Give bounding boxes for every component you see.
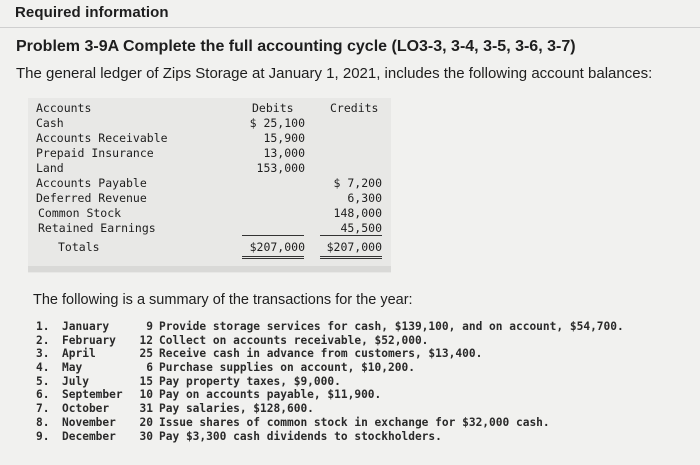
- transaction-day: 15: [139, 374, 153, 388]
- transaction-day: 20: [139, 415, 153, 429]
- total-credit: $207,000: [326, 240, 382, 254]
- transaction-description: Pay $3,300 cash dividends to stockholders.: [159, 429, 442, 443]
- transaction-day: 25: [139, 347, 153, 361]
- intro-text: The general ledger of Zips Storage at January 1, 2021, includes the following account balances:: [16, 65, 653, 82]
- account-name: Accounts Receivable: [36, 131, 168, 145]
- required-information-heading: Required information: [15, 4, 169, 21]
- transaction-month: May: [62, 361, 83, 375]
- transaction-number: 2.: [36, 333, 50, 347]
- transaction-number: 1.: [36, 320, 50, 333]
- transaction-number: 5.: [36, 374, 50, 388]
- credit-total-double-rule: [320, 256, 382, 259]
- ledger-table: [28, 98, 391, 273]
- credit-value: $ 7,200: [333, 176, 382, 190]
- transaction-description: Issue shares of common stock in exchange for $32,000 cash.: [159, 415, 550, 429]
- transaction-month: February: [62, 333, 116, 347]
- transaction-description: Pay salaries, $128,600.: [159, 402, 314, 416]
- transaction-description: Pay property taxes, $9,000.: [159, 374, 341, 388]
- account-name: Prepaid Insurance: [36, 146, 154, 160]
- transaction-month: April: [62, 347, 96, 361]
- totals-label: Totals: [58, 240, 100, 254]
- debit-value: 153,000: [256, 161, 305, 175]
- account-name: Accounts Payable: [36, 176, 147, 190]
- transaction-number: 8.: [36, 415, 50, 429]
- account-name: Deferred Revenue: [36, 191, 147, 205]
- account-name: Cash: [36, 116, 64, 130]
- transaction-month: October: [62, 402, 110, 416]
- transaction-day: 9: [146, 320, 153, 333]
- ledger-row: [28, 176, 391, 191]
- ledger-row: [28, 221, 391, 236]
- debit-total-double-rule: [242, 256, 304, 259]
- transaction-description: Pay on accounts payable, $11,900.: [159, 388, 382, 402]
- debit-value: $ 25,100: [249, 116, 305, 130]
- transaction-day: 31: [139, 402, 153, 416]
- ledger-totals-row: [28, 240, 391, 255]
- ledger-header-row: [28, 101, 391, 116]
- transaction-description: Purchase supplies on account, $10,200.: [159, 361, 415, 375]
- debit-value: 15,900: [263, 131, 305, 145]
- accounts-column-header: Accounts: [36, 101, 92, 115]
- ledger-bottom-bar: [28, 266, 391, 272]
- transaction-month: November: [62, 415, 116, 429]
- header-divider: [0, 27, 700, 28]
- ledger-row: [28, 131, 391, 146]
- transaction-day: 6: [146, 361, 153, 375]
- account-name: Land: [36, 161, 64, 175]
- transaction-number: 3.: [36, 347, 50, 361]
- account-name: Common Stock: [38, 206, 122, 220]
- credits-column-header: Credits: [330, 101, 379, 115]
- ledger-row: [28, 161, 391, 176]
- debits-column-header: Debits: [252, 101, 294, 115]
- transaction-month: September: [62, 388, 123, 402]
- credit-value: 6,300: [347, 191, 382, 205]
- credit-value: 148,000: [333, 206, 382, 220]
- transaction-description: Provide storage services for cash, $139,100, and on account, $54,700.: [159, 320, 624, 333]
- credit-subtotal-rule: [320, 235, 382, 236]
- transaction-number: 7.: [36, 402, 50, 416]
- transaction-day: 12: [139, 333, 153, 347]
- credit-value: 45,500: [340, 221, 382, 235]
- account-name: Retained Earnings: [38, 221, 156, 235]
- transaction-day: 10: [139, 388, 153, 402]
- debit-subtotal-rule: [242, 235, 304, 236]
- transaction-day: 30: [139, 429, 153, 443]
- ledger-row: [28, 206, 391, 221]
- summary-heading: The following is a summary of the transactions for the year:: [33, 292, 413, 308]
- transaction-number: 4.: [36, 361, 50, 375]
- transaction-description: Receive cash in advance from customers, $13,400.: [159, 347, 483, 361]
- transaction-month: January: [62, 320, 110, 333]
- transaction-month: July: [62, 374, 89, 388]
- transaction-number: 6.: [36, 388, 50, 402]
- debit-value: 13,000: [263, 146, 305, 160]
- transaction-month: December: [62, 429, 116, 443]
- transaction-number: 9.: [36, 429, 50, 443]
- total-debit: $207,000: [249, 240, 305, 254]
- transaction-description: Collect on accounts receivable, $52,000.: [159, 333, 429, 347]
- problem-title: Problem 3-9A Complete the full accounting cycle (LO3-3, 3-4, 3-5, 3-6, 3-7): [16, 38, 576, 55]
- ledger-row: [28, 191, 391, 206]
- ledger-row: [28, 146, 391, 161]
- ledger-row: [28, 116, 391, 131]
